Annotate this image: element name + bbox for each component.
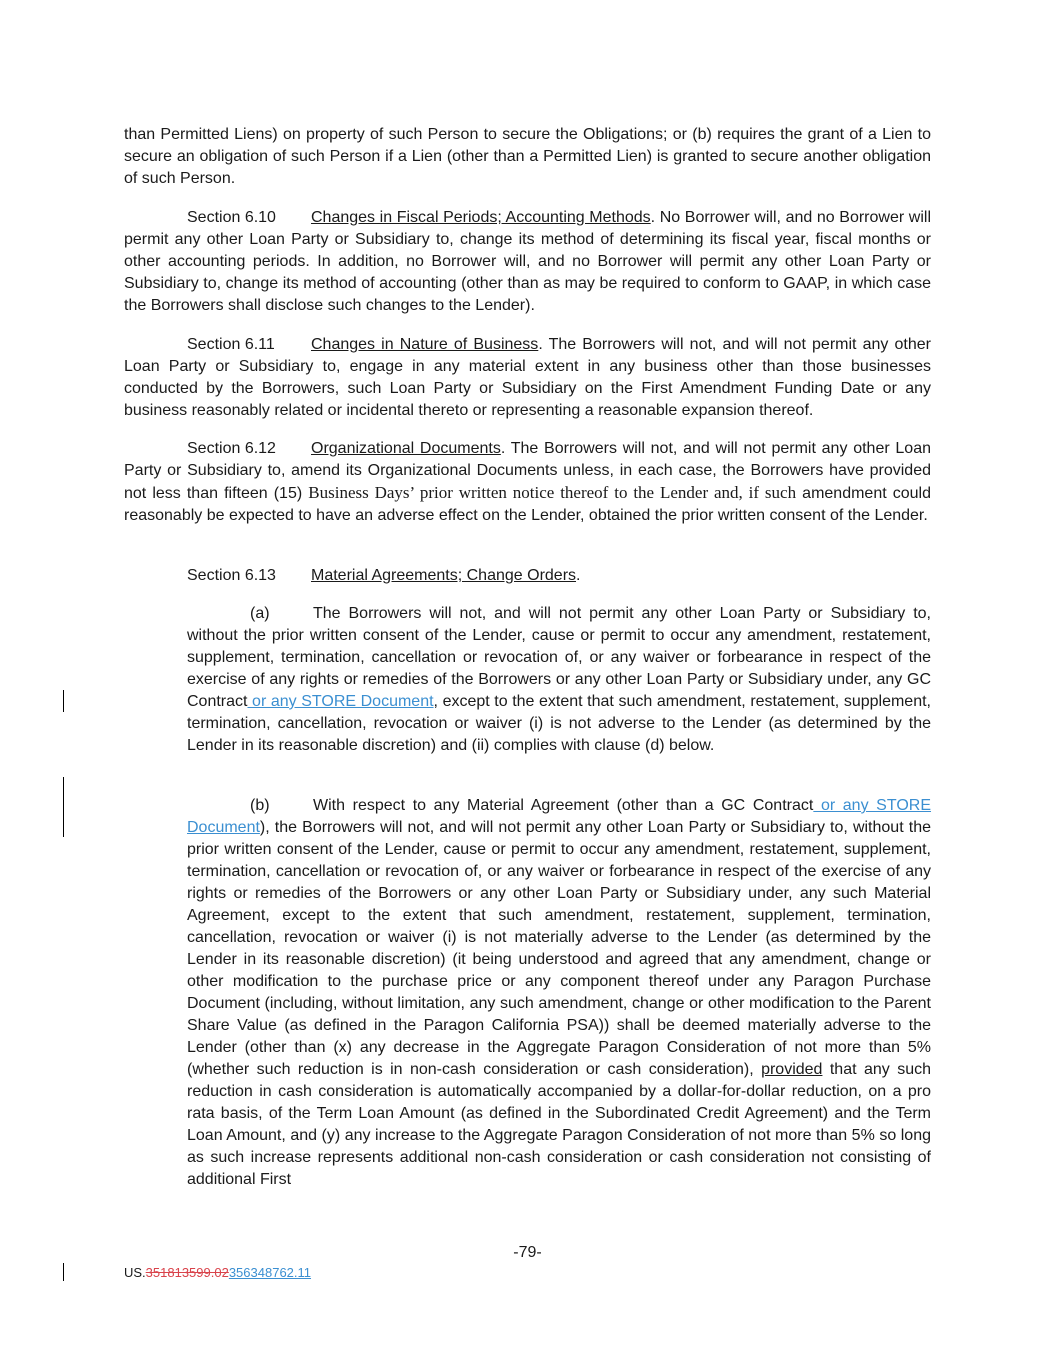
section-number: Section 6.12 bbox=[187, 440, 276, 457]
clause-text: The Borrowers will not, and will not permit any other Loan Party or Subsidiary to, without the prior written consent of the Lender, cause or permit to occur any amendment, restatement, supplement, termination, cancellation or revocation of, or any waiver or forbearance in respect of the exercise of any rights or remedies of the Borrowers or any other Loan Party or Subsidiary under, any GC Contract bbox=[187, 605, 931, 710]
section-6-12 bbox=[124, 438, 931, 527]
clause-text-continued: ), the Borrowers will not, and will not permit any other Loan Party or Subsidiary to, without the prior written consent of the Lender, cause or permit to occur any amendment, restatement, supplement, termination, cancellation or revocation of, or any waiver or forbearance in respect of the exercise of any rights or remedies of the Borrowers or any other Loan Party or Subsidiary under, any such Material Agreement, except to the extent that such amendment, restatement, supplement, termination, cancellation, revocation or waiver (i) is not materially adverse to the Lender (as determined by the Lender in its reasonable discretion) (it being understood and agreed that any amendment, change or other modification to the purchase price or any component thereof under any Paragon Purchase Document (including, without limitation, any such amendment, change or other modification to the Parent Share Value (as defined in the Paragon California PSA)) shall be deemed materially adverse to the Lender (other than (x) any decrease in the Aggregate Paragon Consideration of not more than 5% (whether such reduction is in non-cash consideration or cash consideration), bbox=[187, 819, 931, 1078]
clause-a bbox=[187, 603, 931, 757]
clause-text: With respect to any Material Agreement (other than a GC Contract bbox=[313, 797, 814, 814]
provided-term: provided bbox=[761, 1061, 823, 1078]
clause-b bbox=[187, 795, 931, 1191]
clause-text-continued: , except to the extent that such amendment, restatement, supplement, termination, cancellation, revocation or waiver (i) is not adverse to the Lender (as determined by the Lender in its reasonable discretion) and (ii) complies with clause (d) below. bbox=[187, 693, 931, 754]
heading-period: . bbox=[576, 567, 581, 584]
inserted-text: or any STORE Document bbox=[187, 797, 932, 836]
section-6-11 bbox=[124, 334, 931, 422]
document-id bbox=[124, 1265, 311, 1280]
inserted-text: or any STORE Document bbox=[247, 693, 434, 710]
doc-id-inserted: 356348762.11 bbox=[228, 1265, 312, 1280]
section-number: Section 6.10 bbox=[187, 209, 276, 226]
section-number: Section 6.13 bbox=[187, 567, 276, 584]
change-bar bbox=[63, 690, 64, 712]
intro-paragraph bbox=[124, 124, 931, 190]
page-number: -79- bbox=[513, 1244, 542, 1261]
section-heading: Changes in Fiscal Periods; Accounting Methods bbox=[311, 209, 651, 226]
section-body-continued: amendment could reasonably be expected to have an adverse effect on the Lender, obtained the prior written consent of the Lender. bbox=[124, 485, 931, 524]
clause-text-end: that any such reduction in cash consideration is automatically accompanied by a dollar-for-dollar reduction, on a pro rata basis, of the Term Loan Amount (as defined in the Subordinated Credit Agreement) and the Term Loan Amount, and (y) any increase to the Aggregate Paragon Consideration of not more than 5% so long as such increase represents additional non-cash consideration or cash consideration not consisting of additional First bbox=[187, 1061, 931, 1188]
change-bar bbox=[63, 1263, 64, 1281]
section-heading: Material Agreements; Change Orders bbox=[311, 567, 577, 584]
clause-label: (b) bbox=[250, 797, 270, 814]
intro-text: than Permitted Liens) on property of such Person to secure the Obligations; or (b) requires the grant of a Lien to secure an obligation of such Person if a Lien (other than a Permitted Lien) is granted to secure another obligation of such Person. bbox=[124, 126, 931, 187]
section-body: . No Borrower will, and no Borrower will permit any other Loan Party or Subsidiary to, change its method of determining its fiscal year, fiscal months or other accounting periods. In addition, no Borrower will, and no Borrower will permit any other Loan Party or Subsidiary to, change its method of accounting (other than as may be required to conform to GAAP, in which case the Borrowers shall disclose such changes to the Lender). bbox=[124, 209, 932, 314]
doc-id-prefix: US. bbox=[124, 1265, 146, 1280]
change-bar bbox=[63, 777, 64, 837]
clause-label: (a) bbox=[250, 605, 270, 622]
section-number: Section 6.11 bbox=[187, 336, 275, 353]
section-body: . The Borrowers will not, and will not permit any other Loan Party or Subsidiary to, amend its Organizational Documents unless, in each case, the Borrowers have provided not less than fifteen (15) bbox=[124, 440, 932, 502]
section-6-13-heading bbox=[124, 565, 931, 587]
section-6-10 bbox=[124, 207, 931, 317]
section-body-serif: Business Days’ prior written notice thereof to the Lender and, if such bbox=[308, 483, 797, 502]
section-heading: Organizational Documents bbox=[311, 440, 501, 457]
doc-id-deleted: 351813599.02 bbox=[145, 1265, 229, 1280]
section-body: . The Borrowers will not, and will not permit any other Loan Party or Subsidiary to, engage in any material extent in any business other than those businesses conducted by the Borrowers, such Loan Party or Subsidiary on the First Amendment Funding Date or any business reasonably related or incidental thereto or representing a reasonable expansion thereof. bbox=[124, 336, 931, 419]
section-heading: Changes in Nature of Business bbox=[311, 336, 539, 353]
